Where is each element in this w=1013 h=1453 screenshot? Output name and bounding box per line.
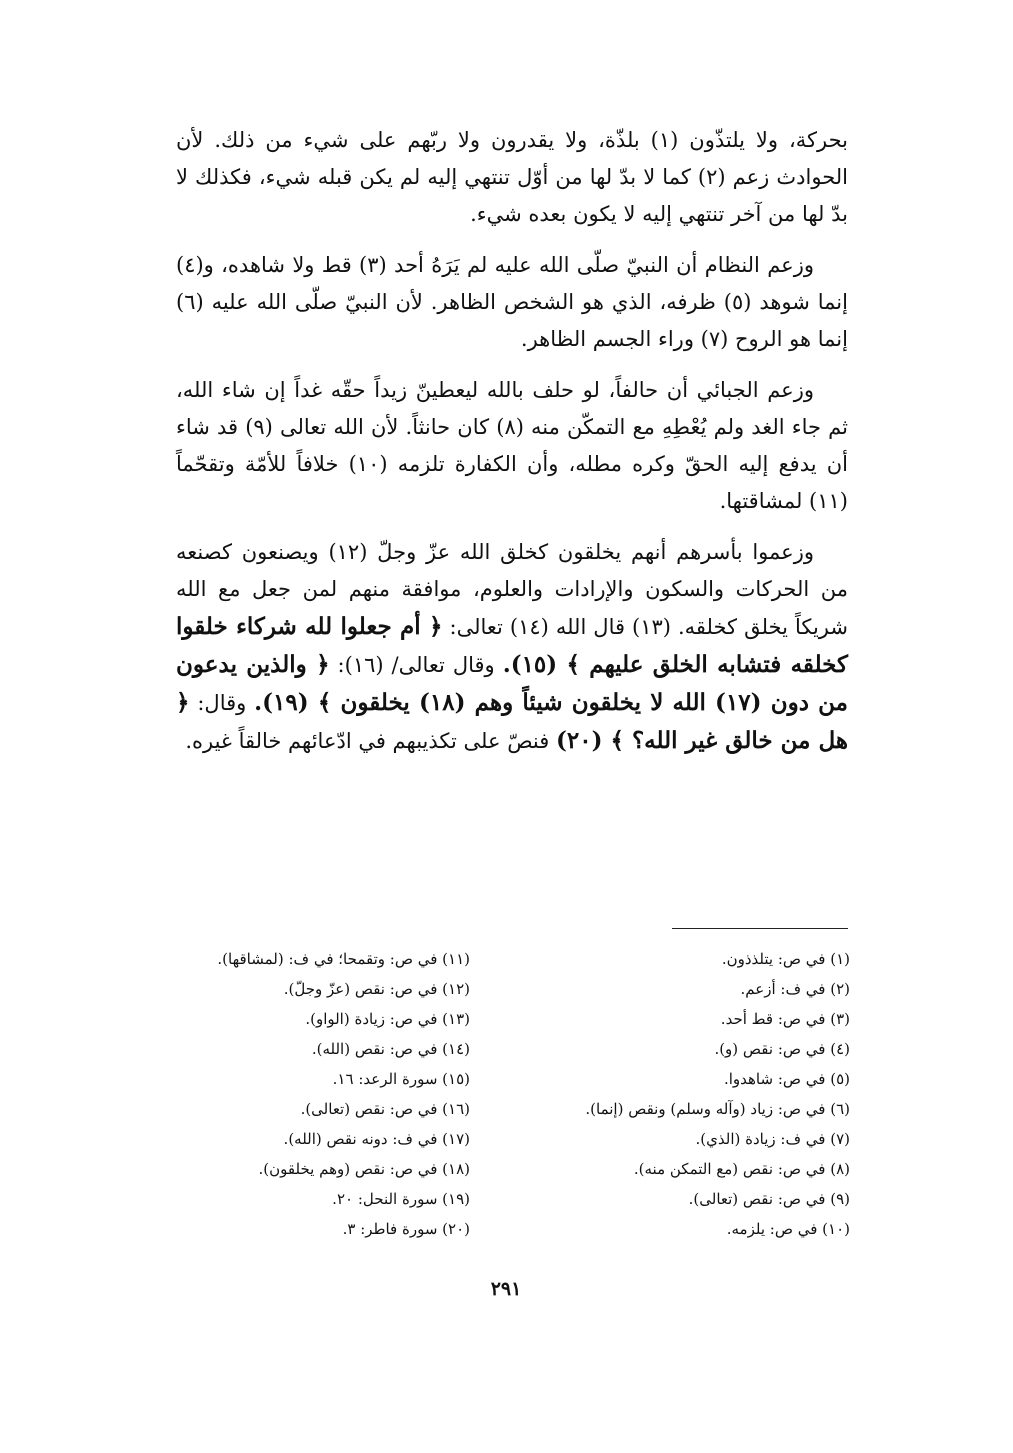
quran-verse-3: ﴿ هل من خالق غير الله؟ ﴾ (٢٠) <box>176 689 848 754</box>
footnote-item: (٢) في ف: أزعم. <box>740 980 850 998</box>
footnote-item: (٧) في ف: زيادة (الذي). <box>695 1130 850 1148</box>
footnote-item: (٦) في ص: زياد (وآله وسلم) ونقص (إنما). <box>585 1100 850 1118</box>
footnotes-left-column <box>160 944 470 1244</box>
footnote-item: (١٧) في ف: دونه نقص (الله). <box>283 1130 470 1148</box>
footnote-item: (٥) في ص: شاهدوا. <box>723 1070 850 1088</box>
footnote-item: (١٦) في ص: نقص (تعالى). <box>300 1100 470 1118</box>
footnote-divider <box>672 928 848 929</box>
footnote-item: (١٤) في ص: نقص (الله). <box>311 1040 470 1058</box>
footnote-item: (٤) في ص: نقص (و). <box>714 1040 850 1058</box>
footnote-item: (١٥) سورة الرعد: ١٦. <box>332 1070 470 1088</box>
paragraph-4-outro: فنصّ على تكذيبهم في ادّعائهم خالقاً غيره. <box>185 729 550 753</box>
paragraph-4-mid2: وقال: <box>197 691 247 715</box>
footnote-item: (١٢) في ص: نقص (عزّ وجلّ). <box>283 980 470 998</box>
footnote-item: (١٩) سورة النحل: ٢٠. <box>332 1190 470 1208</box>
paragraph-3: وزعم الجبائي أن حالفاً، لو حلف بالله ليعطينّ زيداً حقّه غداً إن شاء الله، ثم جاء الغد ولم يُعْطِهِ مع التمكّن منه (٨) كان حانثاً. لأن الله تعالى (٩) قد شاء أن يدفع إليه الحقّ وكره مطله، وأن الكفارة تلزمه (١٠) خلافاً للأمّة وتقحّماً (١١) لمشاقتها. <box>176 378 849 513</box>
paragraph-1: بحركة، ولا يلتذّون (١) بلذّة، ولا يقدرون ولا ربّهم على شيء من ذلك. لأن الحوادث زعم (٢) كما لا بدّ لها من أوّل تنتهي إليه لم يكن قبله شيء، فكذلك لا بدّ لها من آخر تنتهي إليه لا يكون بعده شيء. <box>176 128 848 226</box>
paragraph-2: وزعم النظام أن النبيّ صلّى الله عليه لم يَرَهُ أحد (٣) قط ولا شاهده، و(٤) إنما شوهد (٥) ظرفه، الذي هو الشخص الظاهر. لأن النبيّ صلّى الله عليه (٦) إنما هو الروح (٧) وراء الجسم الظاهر. <box>176 253 848 351</box>
page-number: ٢٩١ <box>490 1278 522 1300</box>
paragraph-4-intro: وزعموا بأسرهم أنهم يخلقون كخلق الله عزّ وجلّ (١٢) ويصنعون كصنعه من الحركات والسكون والإرادات والعلوم، موافقة منهم لمن جعل مع الله شريكاً يخلق كخلقه. (١٣) قال الله (١٤) تعالى: <box>176 540 848 639</box>
footnote-item: (٣) في ص: قط أحد. <box>720 1010 850 1028</box>
footnote-item: (٨) في ص: نقص (مع التمكن منه). <box>633 1160 850 1178</box>
quran-verse-2: ﴿ والذين يدعون من دون (١٧) الله لا يخلقون شيئاً وهم (١٨) يخلقون ﴾ (١٩). <box>176 651 848 716</box>
footnote-item: (٩) في ص: نقص (تعالى). <box>688 1190 850 1208</box>
footnote-item: (١٠) في ص: يلزمه. <box>726 1220 850 1238</box>
main-text <box>176 122 848 774</box>
footnote-item: (١١) في ص: وتقمحا؛ في ف: (لمشاقها). <box>217 950 470 968</box>
paragraph-4 <box>176 534 848 760</box>
footnote-item: (١٣) في ص: زيادة (الواو). <box>305 1010 470 1028</box>
footnotes-right-column <box>510 944 850 1244</box>
footnote-item: (٢٠) سورة فاطر: ٣. <box>342 1220 470 1238</box>
footnote-item: (١) في ص: يتلذذون. <box>721 950 850 968</box>
paragraph-4-mid: وقال تعالى/ (١٦): <box>337 653 495 677</box>
footnote-item: (١٨) في ص: نقص (وهم يخلقون). <box>258 1160 470 1178</box>
quran-verse-1: ﴿ أم جعلوا لله شركاء خلقوا كخلقه فتشابه الخلق عليهم ﴾ (١٥). <box>176 613 848 678</box>
